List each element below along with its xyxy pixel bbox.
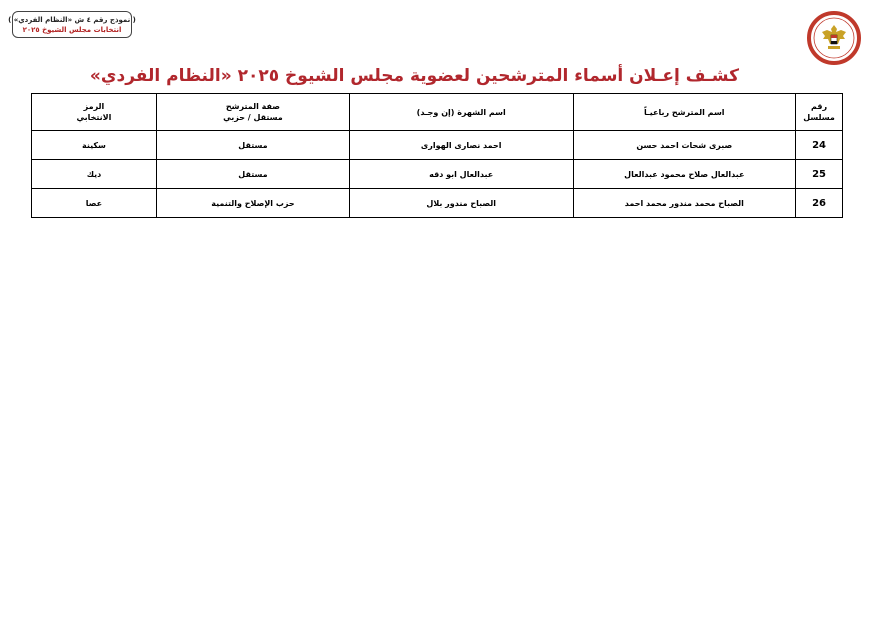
header-name: اسم المترشح رباعيـاً xyxy=(573,94,796,131)
cell-type: مستقل xyxy=(156,160,349,189)
cell-serial: 24 xyxy=(796,131,843,160)
cell-fame: الصباح مندور بلال xyxy=(349,189,573,218)
cell-type: حزب الإصلاح والتنمية xyxy=(156,189,349,218)
election-name-label: انتخابات مجلس الشيوخ ٢٠٢٥ xyxy=(22,25,122,34)
cell-fame: احمد نصارى الهوارى xyxy=(349,131,573,160)
cell-type: مستقل xyxy=(156,131,349,160)
header-symbol xyxy=(32,94,157,131)
header-type-line2: مستقل / حزبي xyxy=(223,113,283,122)
cell-symbol: ديك xyxy=(32,160,157,189)
form-number-label: ( نموذج رقم ٤ ش «النظام الفردي» ) xyxy=(8,15,136,24)
header-fame: اسم الشهرة (إن وجـد) xyxy=(349,94,573,131)
cell-name: صبرى شحات احمد حسن xyxy=(573,131,796,160)
header-serial xyxy=(796,94,843,131)
table-row xyxy=(32,189,843,218)
table-row xyxy=(32,160,843,189)
cell-symbol: سكينة xyxy=(32,131,157,160)
header-serial-line1: رقم xyxy=(810,102,828,111)
candidates-table xyxy=(31,93,843,218)
cell-fame: عبدالعال ابو دقه xyxy=(349,160,573,189)
eagle-emblem-icon xyxy=(807,11,861,65)
table-header-row xyxy=(32,94,843,131)
page-title: كشـف إعـلان أسماء المترشحين لعضوية مجلس الشيوخ ٢٠٢٥ «النظام الفردي» xyxy=(89,66,739,86)
header-symbol-line2: الانتخابي xyxy=(76,113,112,122)
cell-name: الصباح محمد مندور محمد احمد xyxy=(573,189,796,218)
form-number-box xyxy=(8,11,136,38)
cell-serial: 25 xyxy=(796,160,843,189)
cell-name: عبدالعال صلاح محمود عبدالعال xyxy=(573,160,796,189)
table-row xyxy=(32,131,843,160)
header-serial-line2: مسلسل xyxy=(803,113,835,122)
header-type-line1: صفة المترشح xyxy=(225,102,280,111)
cell-serial: 26 xyxy=(796,189,843,218)
cell-symbol: عصا xyxy=(32,189,157,218)
header-type xyxy=(156,94,349,131)
header-symbol-line1: الرمز xyxy=(83,102,105,111)
